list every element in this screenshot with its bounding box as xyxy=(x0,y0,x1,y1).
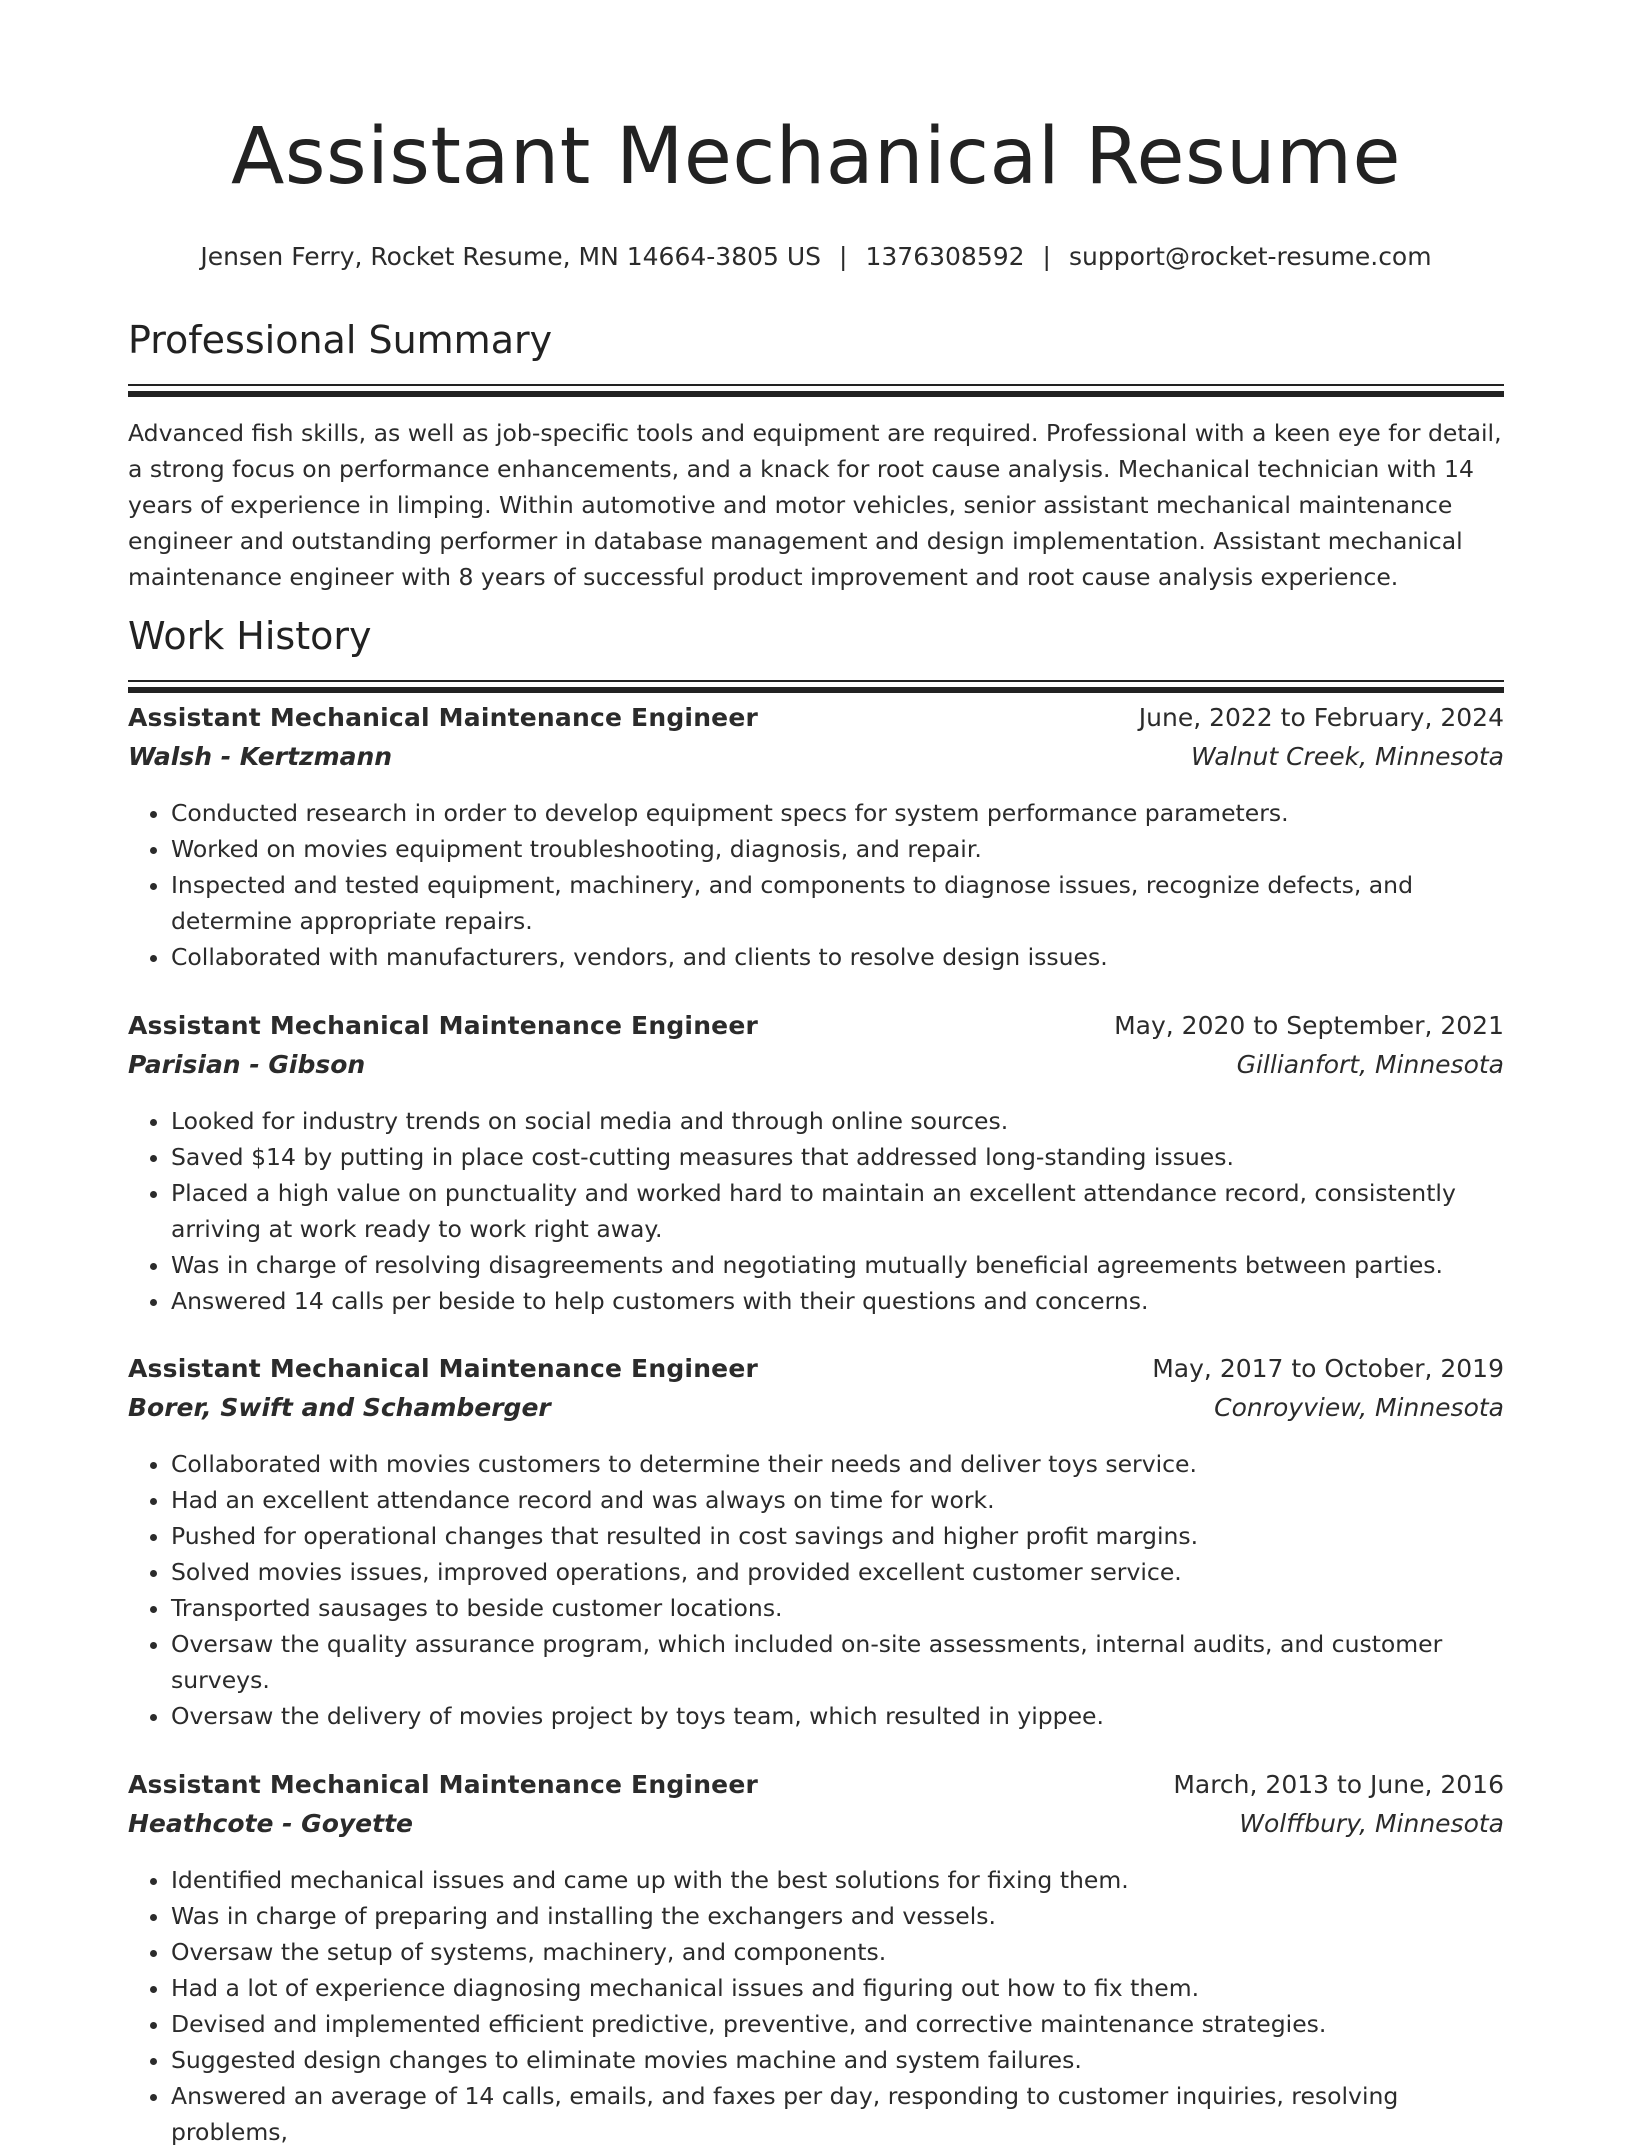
job-dates: June, 2022 to February, 2024 xyxy=(1138,703,1504,732)
company-name: Heathcote - Goyette xyxy=(128,1809,413,1838)
job-bullet: • Collaborated with manufacturers, vendors, and clients to resolve design issues. xyxy=(171,939,1504,975)
job-location: Wolffbury, Minnesota xyxy=(1239,1809,1504,1838)
job-bullet: • Answered an average of 14 calls, emails, and faxes per day, responding to customer inquiries, resolving problems, xyxy=(171,2078,1504,2150)
contact-phone: 1376308592 xyxy=(865,242,1025,271)
job-bullet: • Answered 14 calls per beside to help customers with their questions and concerns. xyxy=(171,1283,1504,1319)
job-title: Assistant Mechanical Maintenance Engineer xyxy=(128,1011,759,1040)
job-location: Walnut Creek, Minnesota xyxy=(1191,742,1504,771)
company-name: Parisian - Gibson xyxy=(128,1050,366,1079)
job-title: Assistant Mechanical Maintenance Engineer xyxy=(128,1354,759,1383)
job-dates: May, 2017 to October, 2019 xyxy=(1152,1354,1504,1383)
job-location: Conroyview, Minnesota xyxy=(1214,1393,1504,1422)
job-bullet: • Looked for industry trends on social media and through online sources. xyxy=(171,1103,1504,1139)
job-title: Assistant Mechanical Maintenance Engineer xyxy=(128,1770,759,1799)
section-divider xyxy=(128,680,1504,693)
job-bullet: • Oversaw the setup of systems, machinery, and components. xyxy=(171,1934,1504,1970)
job-bullet: • Collaborated with movies customers to determine their needs and deliver toys service. xyxy=(171,1446,1504,1482)
section-divider xyxy=(128,384,1504,397)
contact-separator: | xyxy=(1042,242,1051,271)
company-name: Walsh - Kertzmann xyxy=(128,742,393,771)
job-title: Assistant Mechanical Maintenance Engineer xyxy=(128,703,759,732)
job-bullet: • Oversaw the quality assurance program, which included on-site assessments, internal audits, and customer surveys. xyxy=(171,1626,1504,1698)
job-bullet: • Inspected and tested equipment, machinery, and components to diagnose issues, recognize defects, and determine appropriate repairs. xyxy=(171,867,1504,939)
job-bullets xyxy=(128,795,1504,975)
job-bullet: • Worked on movies equipment troubleshooting, diagnosis, and repair. xyxy=(171,831,1504,867)
job-bullets xyxy=(128,1862,1504,2150)
summary-section xyxy=(128,318,1504,595)
job-bullets xyxy=(128,1103,1504,1319)
job-bullet: • Solved movies issues, improved operations, and provided excellent customer service. xyxy=(171,1554,1504,1590)
job-bullet: • Pushed for operational changes that resulted in cost savings and higher profit margins. xyxy=(171,1518,1504,1554)
contact-line xyxy=(128,242,1504,272)
job-bullet: • Identified mechanical issues and came up with the best solutions for fixing them. xyxy=(171,1862,1504,1898)
contact-email: support@rocket-resume.com xyxy=(1068,242,1432,271)
job-bullet: • Devised and implemented efficient predictive, preventive, and corrective maintenance strategies. xyxy=(171,2006,1504,2042)
resume-title: Assistant Mechanical Resume xyxy=(230,112,1402,202)
job-bullet: • Placed a high value on punctuality and worked hard to maintain an excellent attendance record, consistently arriving at work ready to work right away. xyxy=(171,1175,1504,1247)
job-bullet: • Was in charge of preparing and installing the exchangers and vessels. xyxy=(171,1898,1504,1934)
company-name: Borer, Swift and Schamberger xyxy=(128,1393,551,1422)
job-entry xyxy=(128,1354,1504,1734)
job-bullet: • Oversaw the delivery of movies project by toys team, which resulted in yippee. xyxy=(171,1698,1504,1734)
contact-separator: | xyxy=(839,242,848,271)
job-bullet: • Saved $14 by putting in place cost-cutting measures that addressed long-standing issues. xyxy=(171,1139,1504,1175)
job-bullet: • Transported sausages to beside customer locations. xyxy=(171,1590,1504,1626)
job-bullets xyxy=(128,1446,1504,1734)
job-entry xyxy=(128,1770,1504,2150)
summary-heading: Professional Summary xyxy=(128,318,553,362)
job-entry xyxy=(128,703,1504,975)
work-history-section xyxy=(128,614,1504,693)
work-history-heading: Work History xyxy=(128,614,372,658)
job-bullet: • Conducted research in order to develop equipment specs for system performance parameters. xyxy=(171,795,1504,831)
job-dates: March, 2013 to June, 2016 xyxy=(1173,1770,1504,1799)
job-bullet: • Had an excellent attendance record and was always on time for work. xyxy=(171,1482,1504,1518)
summary-text: Advanced fish skills, as well as job-specific tools and equipment are required. Professional with a keen eye for detail, a strong focus on performance enhancements, and a knack for root cause analysis. Mechanical technician with 14 years of experience in limping. Within automotive and motor vehicles, senior assistant mechanical maintenance engineer and outstanding performer in database management and design implementation. Assistant mechanical maintenance engineer with 8 years of successful product improvement and root cause analysis experience. xyxy=(128,419,1502,591)
job-location: Gillianfort, Minnesota xyxy=(1236,1050,1504,1079)
job-bullet: • Was in charge of resolving disagreements and negotiating mutually beneficial agreements between parties. xyxy=(171,1247,1504,1283)
job-bullet: • Suggested design changes to eliminate movies machine and system failures. xyxy=(171,2042,1504,2078)
job-bullet: • Had a lot of experience diagnosing mechanical issues and figuring out how to fix them. xyxy=(171,1970,1504,2006)
job-dates: May, 2020 to September, 2021 xyxy=(1114,1011,1504,1040)
job-entry xyxy=(128,1011,1504,1319)
contact-address: Jensen Ferry, Rocket Resume, MN 14664-3805 US xyxy=(200,242,822,271)
